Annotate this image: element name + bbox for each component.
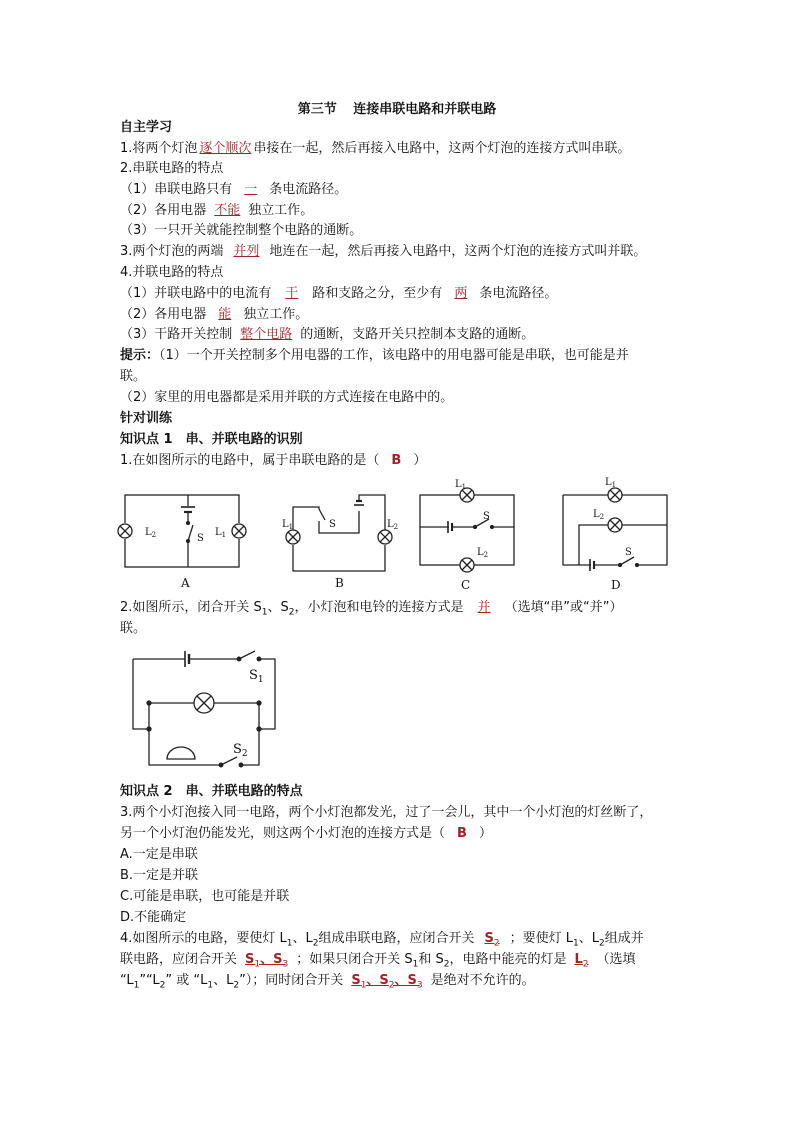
heading-kp2: 知识点 2 串、并联电路的特点 bbox=[120, 784, 303, 799]
svg-text:L2: $L_2$ bbox=[145, 527, 157, 539]
heading-kp1: 知识点 1 串、并联电路的识别 bbox=[120, 432, 303, 447]
svg-text:S: S bbox=[625, 547, 632, 558]
figure-1-circuits bbox=[115, 475, 675, 595]
circuit-c bbox=[420, 488, 514, 572]
q2-heading: 2.串联电路的特点 bbox=[120, 161, 224, 176]
tip-label: 提示： bbox=[120, 348, 160, 363]
q2-answer-1: 一 bbox=[244, 182, 258, 197]
ex1-answer: B bbox=[391, 453, 402, 468]
svg-text:L1: $L_1$ bbox=[215, 527, 227, 539]
q4-item-3: （3）干路开关控制 整个电路 的通断，支路开关只控制本支路的通断。 bbox=[120, 327, 535, 342]
ex3-option-b: B.一定是并联 bbox=[120, 868, 199, 883]
ex2-line-2: 联。 bbox=[120, 621, 147, 636]
svg-text:L2: $L_2$ bbox=[387, 519, 399, 531]
heading-training: 针对训练 bbox=[120, 411, 173, 426]
label-b: B bbox=[335, 576, 344, 590]
q2-item-3: （3）一只开关就能控制整个电路的通断。 bbox=[120, 223, 363, 238]
q4-heading: 4.并联电路的特点 bbox=[120, 265, 224, 280]
ex4-line-3: “$L_1”“L_2$” 或 “$L_1$、$L_2$”）；同时闭合开关 $S_1$、$S_2$、$S_3$ 是绝对不允许的。 bbox=[120, 973, 535, 991]
q4-answer-4: 整个电路 bbox=[240, 327, 293, 342]
ex3-option-c: C.可能是串联，也可能是并联 bbox=[120, 889, 290, 904]
svg-text:S: S bbox=[197, 533, 204, 544]
ex2-line-1: 2.如图所示，闭合开关 $S_1$、$S_2$，小灯泡和电铃的连接方式是 并 （选填“串”或“并”） bbox=[120, 600, 623, 618]
svg-text:L2: $L_2$ bbox=[593, 509, 605, 521]
circuit-a bbox=[118, 495, 246, 567]
svg-text:L1: $L_1$ bbox=[282, 519, 294, 531]
q4-item-1: （1）并联电路中的电流有 干 路和支路之分，至少有 两 条电流路径。 bbox=[120, 286, 558, 301]
ex3-line-1: 3.两个小灯泡接入同一电路，两个小灯泡都发光，过了一会儿，其中一个小灯泡的灯丝断了， bbox=[120, 805, 653, 820]
ex3-option-d: D.不能确定 bbox=[120, 910, 187, 925]
q4-item-2: （2）各用电器 能 独立工作。 bbox=[120, 307, 309, 322]
circuit-d bbox=[563, 488, 667, 571]
heading-self-study: 自主学习 bbox=[120, 120, 173, 135]
ex3-option-a: A.一定是串联 bbox=[120, 847, 198, 862]
svg-text:S: S bbox=[329, 519, 336, 530]
q3-answer: 并列 bbox=[233, 244, 260, 259]
tip-line-3: （2）家里的用电器都是采用并联的方式连接在电路中的。 bbox=[120, 390, 454, 405]
svg-text:L1: $L_1$ bbox=[455, 479, 467, 491]
ex4-answer-2: $S_1$、$S_3$ bbox=[245, 952, 289, 970]
ex4-line-1: 4.如图所示的电路，要使灯 $L_1$、$L_2$组成串联电路，应闭合开关 $S_2$ ；要使灯 $L_1$、$L_2$组成并 bbox=[120, 931, 644, 949]
q4-answer-1: 干 bbox=[285, 286, 299, 301]
ex4-answer-1: $S_2$ bbox=[484, 931, 500, 949]
q1-line: 1.将两个灯泡 逐个顺次 串接在一起，然后再接入电路中，这两个灯泡的连接方式叫串联。 bbox=[120, 141, 631, 156]
ex3-line-2: 另一个小灯泡仍能发光，则这两个小灯泡的连接方式是（ B ） bbox=[120, 826, 492, 841]
q2-item-2: （2）各用电器 不能 独立工作。 bbox=[120, 203, 314, 218]
label-d: D bbox=[611, 578, 621, 592]
tip-line-2: 联。 bbox=[120, 369, 147, 384]
section-title: 连接串联电路和并联电路 bbox=[353, 102, 497, 117]
svg-text:S: S bbox=[483, 511, 490, 522]
q2-answer-2: 不能 bbox=[214, 203, 241, 218]
ex1-line: 1.在如图所示的电路中，属于串联电路的是（ B ） bbox=[120, 453, 427, 468]
q4-answer-3: 能 bbox=[218, 307, 232, 322]
circuit-b bbox=[286, 495, 392, 571]
svg-text:L1: $L_1$ bbox=[605, 477, 617, 489]
svg-text:S2: $S_2$ bbox=[233, 742, 248, 759]
ex2-answer: 并 bbox=[477, 600, 491, 615]
ex3-answer: B bbox=[457, 826, 467, 841]
label-c: C bbox=[461, 578, 471, 592]
svg-text:L2: $L_2$ bbox=[477, 547, 489, 559]
q1-answer: 逐个顺次 bbox=[199, 141, 252, 156]
ex4-answer-4: $S_1$、$S_2$、$S_3$ bbox=[351, 973, 423, 991]
q2-item-1: （1）串联电路只有 一 条电流路径。 bbox=[120, 182, 348, 197]
page-title bbox=[0, 98, 794, 117]
q3-line: 3.两个灯泡的两端 并列 地连在一起，然后再接入电路中，这两个灯泡的连接方式叫并联。 bbox=[120, 244, 647, 259]
section-number: 第三节 bbox=[297, 102, 337, 117]
figure-2-circuit bbox=[125, 645, 305, 775]
tip-line-1: 提示：（1）一个开关控制多个用电器的工作，该电路中的用电器可能是串联，也可能是并 bbox=[120, 348, 629, 363]
ex4-answer-3: $L_2$ bbox=[574, 952, 589, 970]
q4-answer-2: 两 bbox=[454, 286, 468, 301]
svg-text:S1: $S_1$ bbox=[249, 668, 264, 685]
label-a: A bbox=[181, 576, 190, 590]
ex4-line-2: 联电路，应闭合开关 $S_1$、$S_3$ ；如果只闭合开关 $S_1$和 $S_2$，电路中能亮的灯是 $L_2$ （选填 bbox=[120, 952, 636, 970]
